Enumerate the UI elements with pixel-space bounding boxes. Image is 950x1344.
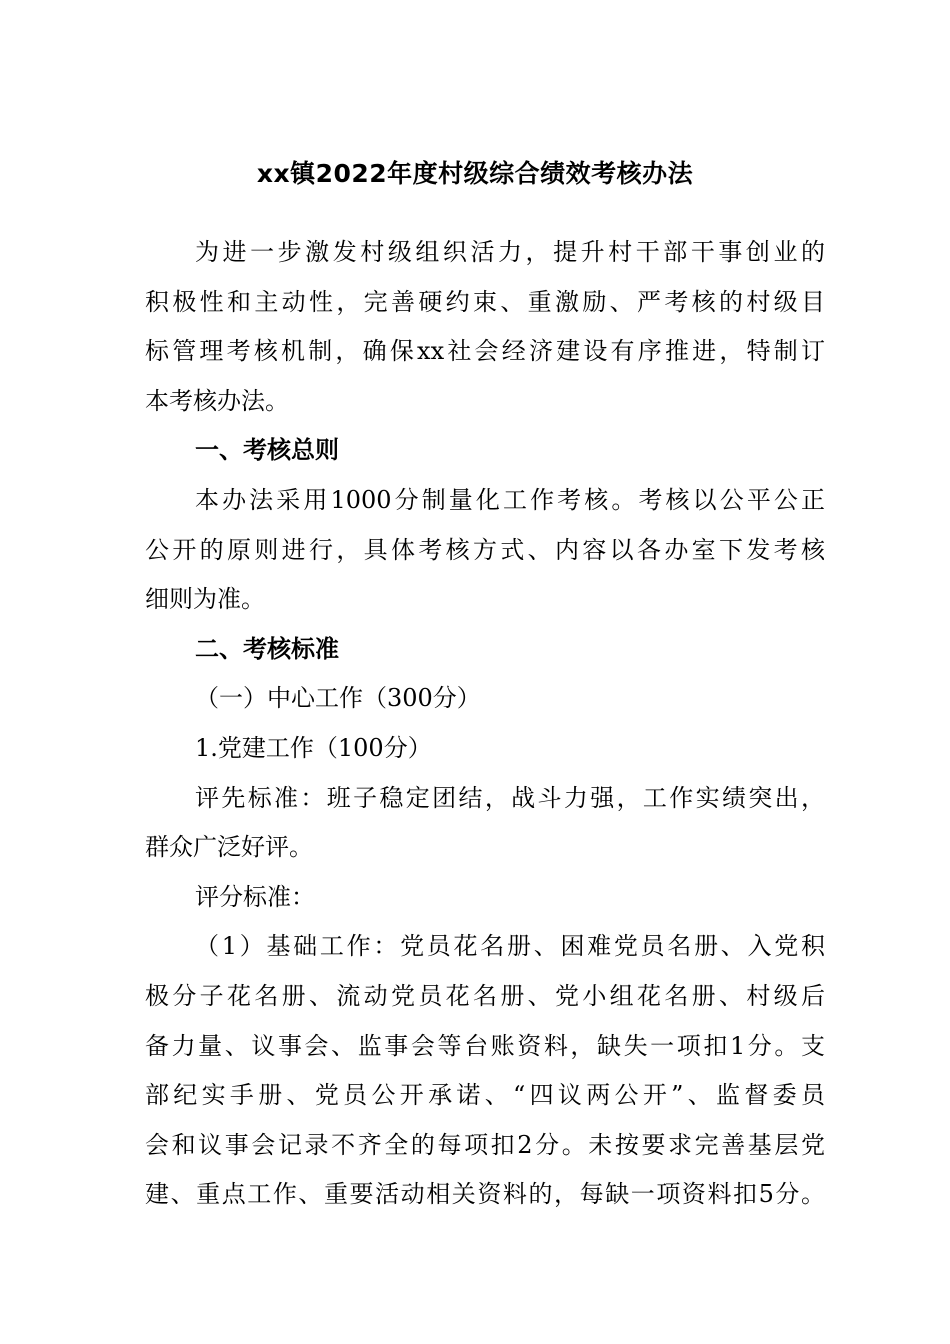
paragraph-line: 为进一步激发村级组织活力，提升村干部干事创业的 bbox=[195, 238, 825, 266]
paragraph-line: 部纪实手册、党员公开承诺、“四议两公开”、监督委员 bbox=[145, 1081, 825, 1109]
paragraph-line: 标管理考核机制，确保xx社会经济建设有序推进，特制订 bbox=[145, 337, 825, 365]
section-heading: 一、考核总则 bbox=[195, 436, 339, 464]
paragraph-line: 会和议事会记录不齐全的每项扣2分。未按要求完善基层党 bbox=[145, 1131, 825, 1159]
paragraph-line: 评分标准： bbox=[195, 883, 315, 911]
paragraph-line: （1）基础工作：党员花名册、困难党员名册、入党积 bbox=[195, 932, 825, 960]
subsection-heading: 1.党建工作（100分） bbox=[195, 734, 432, 762]
subsection-heading: （一）中心工作（300分） bbox=[195, 684, 481, 712]
paragraph-line: 群众广泛好评。 bbox=[145, 833, 313, 861]
paragraph-line: 积极性和主动性，完善硬约束、重激励、严考核的村级目 bbox=[145, 288, 825, 316]
document-title: xx镇2022年度村级综合绩效考核办法 bbox=[256, 159, 694, 188]
paragraph-line: 本办法采用1000分制量化工作考核。考核以公平公正 bbox=[195, 486, 825, 514]
paragraph-line: 建、重点工作、重要活动相关资料的，每缺一项资料扣5分。 bbox=[145, 1180, 825, 1208]
paragraph-line: 评先标准：班子稳定团结，战斗力强，工作实绩突出， bbox=[195, 784, 825, 812]
section-heading: 二、考核标准 bbox=[195, 635, 339, 663]
paragraph-line: 公开的原则进行，具体考核方式、内容以各办室下发考核 bbox=[145, 536, 825, 564]
paragraph-line: 本考核办法。 bbox=[145, 387, 289, 415]
paragraph-line: 极分子花名册、流动党员花名册、党小组花名册、村级后 bbox=[145, 982, 825, 1010]
paragraph-line: 备力量、议事会、监事会等台账资料，缺失一项扣1分。支 bbox=[145, 1032, 825, 1060]
paragraph-line: 细则为准。 bbox=[145, 585, 265, 613]
